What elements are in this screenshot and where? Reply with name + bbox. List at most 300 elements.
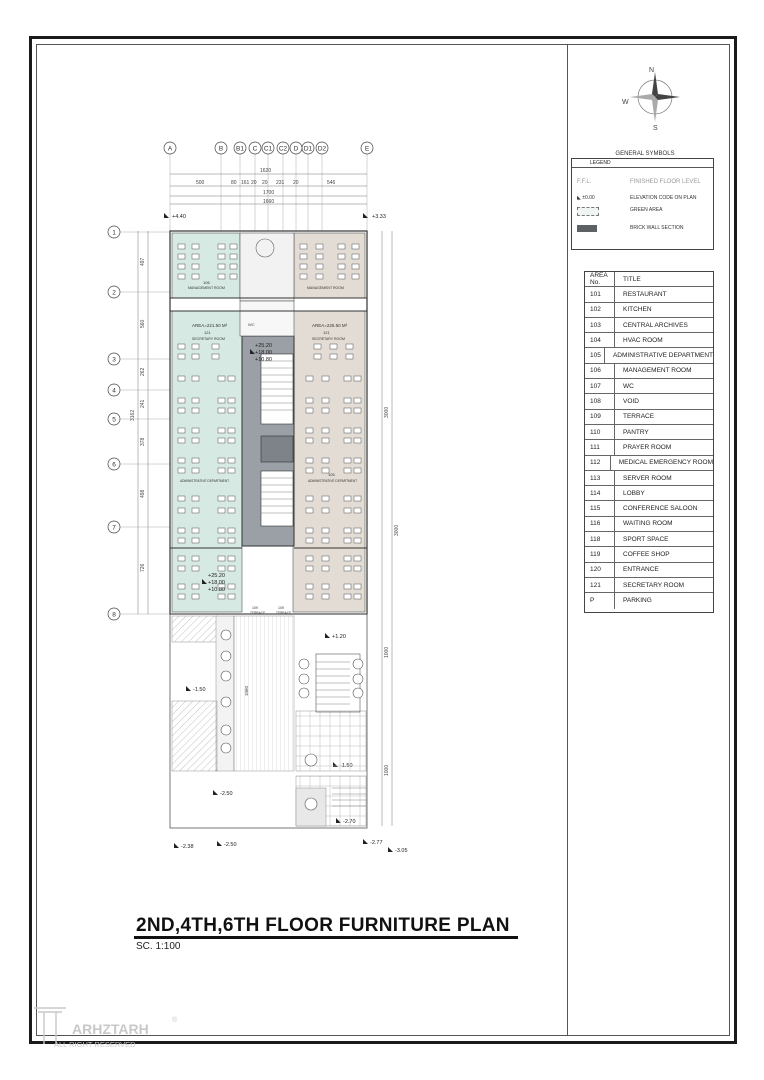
ldim-4: 241 bbox=[140, 399, 146, 408]
area-title-cell: WAITING ROOM bbox=[623, 520, 673, 528]
desk-chair bbox=[192, 354, 199, 359]
area-no-cell: 101 bbox=[585, 287, 615, 301]
desk-chair bbox=[344, 398, 351, 403]
compass-n-label: N bbox=[649, 67, 655, 74]
desk-chair bbox=[192, 584, 199, 589]
desk-chair bbox=[354, 556, 361, 561]
area-no-cell: 102 bbox=[585, 303, 615, 317]
desk-chair bbox=[346, 344, 353, 349]
desk-chair bbox=[192, 254, 199, 259]
desk-chair bbox=[218, 428, 225, 433]
desk-chair bbox=[228, 538, 235, 543]
desk-chair bbox=[338, 244, 345, 249]
level-stair-b: +18.00 bbox=[255, 350, 272, 356]
area-no-cell: 115 bbox=[585, 501, 615, 515]
ldim-2: 560 bbox=[140, 319, 146, 328]
desk-chair bbox=[218, 244, 225, 249]
grid-label-col: D bbox=[293, 145, 299, 153]
area-table-row bbox=[585, 333, 713, 348]
desk-chair bbox=[228, 398, 235, 403]
desk-chair bbox=[212, 354, 219, 359]
area-table-row bbox=[585, 410, 713, 425]
desk-chair bbox=[192, 398, 199, 403]
area-title-cell: SPORT SPACE bbox=[623, 535, 669, 543]
desk-chair bbox=[178, 584, 185, 589]
desk-chair bbox=[192, 244, 199, 249]
desk-chair bbox=[192, 376, 199, 381]
elevation-code-label: ELEVATION CODE ON PLAN bbox=[630, 195, 697, 201]
desk-chair bbox=[192, 566, 199, 571]
grid-label-col: E bbox=[364, 145, 370, 153]
desk-chair bbox=[322, 594, 329, 599]
desk-chair bbox=[178, 508, 185, 513]
desk-chair bbox=[218, 408, 225, 413]
desk-chair bbox=[306, 508, 313, 513]
desk-chair bbox=[306, 428, 313, 433]
desk-chair bbox=[306, 468, 313, 473]
grid-label-col: C1 bbox=[263, 145, 273, 153]
area-table-row bbox=[585, 303, 713, 318]
area-no-cell: 119 bbox=[585, 547, 615, 561]
desk-chair bbox=[230, 244, 237, 249]
area-title-cell: RESTAURANT bbox=[623, 290, 667, 298]
desk-chair bbox=[306, 584, 313, 589]
desk-chair bbox=[354, 376, 361, 381]
desk-chair bbox=[218, 556, 225, 561]
brick-wall-label: BRICK WALL SECTION bbox=[630, 225, 684, 231]
area-title-cell: KITCHEN bbox=[623, 306, 652, 314]
north-arrow-compass bbox=[620, 62, 690, 132]
level-top-left: +4.40 bbox=[172, 214, 186, 220]
level-terrace-b: +18.00 bbox=[208, 580, 225, 586]
green-area-swatch bbox=[577, 207, 599, 216]
level-stair-c: +10.80 bbox=[255, 357, 272, 363]
brand-registered: ® bbox=[172, 1017, 178, 1024]
dim-d-d1: 20 bbox=[293, 180, 299, 186]
desk-chair bbox=[178, 354, 185, 359]
desk-chair bbox=[178, 538, 185, 543]
ldim-5: 378 bbox=[140, 437, 146, 446]
grid-label-row: 2 bbox=[112, 289, 116, 297]
desk-chair bbox=[322, 438, 329, 443]
ldim-6: 498 bbox=[140, 489, 146, 498]
desk-chair bbox=[192, 556, 199, 561]
dim-third: 1660 bbox=[263, 199, 275, 205]
grid-label-col: C bbox=[252, 145, 258, 153]
area-title-cell: PRAYER ROOM bbox=[623, 443, 672, 451]
desk-chair bbox=[344, 408, 351, 413]
desk-chair bbox=[178, 468, 185, 473]
desk-chair bbox=[344, 538, 351, 543]
title-block-divider bbox=[567, 44, 568, 1036]
area-title-header: TITLE bbox=[623, 275, 641, 283]
level-top-right: +3.33 bbox=[372, 214, 386, 220]
drawing-title: 2ND,4TH,6TH FLOOR FURNITURE PLAN bbox=[136, 915, 510, 936]
desk-chair bbox=[228, 584, 235, 589]
desk-chair bbox=[218, 274, 225, 279]
desk-chair bbox=[352, 244, 359, 249]
grid-label-row: 6 bbox=[112, 461, 116, 469]
grid-label-col: C2 bbox=[278, 145, 288, 153]
compass-w-label: W bbox=[622, 99, 629, 106]
desk-chair bbox=[178, 438, 185, 443]
label-terrace-left: TERRACE bbox=[250, 611, 266, 615]
desk-chair bbox=[218, 594, 225, 599]
desk-chair bbox=[330, 354, 337, 359]
desk-chair bbox=[354, 594, 361, 599]
desk-chair bbox=[228, 594, 235, 599]
floor-plan-drawing bbox=[100, 136, 410, 861]
label-area-right: AREA=225.50 M² bbox=[312, 323, 348, 328]
tag-109-left: 109 bbox=[252, 606, 258, 610]
general-symbols-heading: GENERAL SYMBOLS bbox=[615, 151, 675, 157]
desk-chair bbox=[354, 528, 361, 533]
desk-chair bbox=[192, 264, 199, 269]
desk-chair bbox=[192, 458, 199, 463]
desk-chair bbox=[228, 468, 235, 473]
desk-chair bbox=[316, 264, 323, 269]
desk-chair bbox=[344, 496, 351, 501]
level-bottom-1: -2.38 bbox=[181, 844, 194, 850]
area-title-cell: ENTRANCE bbox=[623, 566, 659, 574]
desk-chair bbox=[192, 508, 199, 513]
area-no-cell: 106 bbox=[585, 364, 615, 378]
desk-chair bbox=[218, 538, 225, 543]
elevation-code-symbol: ±0.00 bbox=[582, 195, 595, 201]
desk-chair bbox=[316, 274, 323, 279]
area-table-row bbox=[585, 379, 713, 394]
desk-chair bbox=[344, 376, 351, 381]
dim-d2-e: 546 bbox=[327, 180, 336, 186]
area-no-cell: 113 bbox=[585, 471, 615, 485]
brand-tagline: ALL RIGHT RESERVED bbox=[54, 1040, 136, 1049]
desk-chair bbox=[228, 496, 235, 501]
area-no-cell: 105 bbox=[585, 348, 605, 362]
area-table-row bbox=[585, 547, 713, 562]
area-title-cell: CENTRAL ARCHIVES bbox=[623, 321, 688, 329]
dim-b1-c: 161 bbox=[241, 180, 250, 186]
desk-chair bbox=[354, 584, 361, 589]
ldim-1: 497 bbox=[140, 257, 146, 266]
column-grid bbox=[164, 142, 373, 231]
desk-chair bbox=[322, 408, 329, 413]
desk-chair bbox=[330, 344, 337, 349]
desk-chair bbox=[354, 438, 361, 443]
label-secretary-right: SECRETARY ROOM bbox=[312, 337, 345, 341]
grid-label-col: B bbox=[218, 145, 224, 153]
desk-chair bbox=[192, 528, 199, 533]
desk-chair bbox=[322, 398, 329, 403]
desk-chair bbox=[218, 254, 225, 259]
desk-chair bbox=[306, 496, 313, 501]
area-table-row bbox=[585, 287, 713, 302]
area-title-cell: PANTRY bbox=[623, 428, 649, 436]
area-table-row bbox=[585, 532, 713, 547]
desk-chair bbox=[344, 528, 351, 533]
desk-chair bbox=[344, 508, 351, 513]
desk-chair bbox=[344, 556, 351, 561]
area-no-cell: 111 bbox=[585, 440, 615, 454]
grid-label-row: 4 bbox=[112, 387, 116, 395]
area-title-cell: CONFERENCE SALOON bbox=[623, 505, 698, 513]
area-schedule-table bbox=[584, 271, 714, 613]
desk-chair bbox=[314, 344, 321, 349]
label-management-right: MANAGEMENT ROOM bbox=[307, 286, 344, 290]
rdim-3: 1000 bbox=[384, 646, 390, 658]
label-management-left: MANAGEMENT ROOM bbox=[188, 286, 225, 290]
desk-chair bbox=[344, 438, 351, 443]
desk-chair bbox=[344, 458, 351, 463]
title-underline bbox=[134, 936, 518, 939]
area-no-cell: 107 bbox=[585, 379, 615, 393]
area-title-cell: PARKING bbox=[623, 597, 652, 605]
ramp-length: 1060 bbox=[244, 685, 249, 696]
courtyard-area bbox=[170, 614, 367, 828]
desk-chair bbox=[322, 538, 329, 543]
desk-chair bbox=[354, 566, 361, 571]
level-yard-left: -1.50 bbox=[193, 687, 206, 693]
brand-logo-mark bbox=[32, 1002, 182, 1050]
grid-label-row: 1 bbox=[112, 229, 116, 237]
desk-chair bbox=[178, 428, 185, 433]
desk-chair bbox=[322, 528, 329, 533]
area-no-cell: 120 bbox=[585, 563, 615, 577]
area-table-row bbox=[585, 425, 713, 440]
dim-c-c1: 20 bbox=[251, 180, 257, 186]
desk-chair bbox=[228, 458, 235, 463]
dim-a-b: 500 bbox=[196, 180, 205, 186]
desk-chair bbox=[218, 458, 225, 463]
grid-label-col: D1 bbox=[303, 145, 313, 153]
service-core-top bbox=[240, 233, 294, 301]
desk-chair bbox=[192, 274, 199, 279]
desk-chair bbox=[192, 538, 199, 543]
desk-chair bbox=[178, 566, 185, 571]
desk-chair bbox=[352, 274, 359, 279]
area-table-row bbox=[585, 486, 713, 501]
wc-block bbox=[240, 301, 294, 336]
brand-name: ARHZTARH bbox=[72, 1021, 149, 1037]
tag-121-left: 121 bbox=[204, 330, 211, 335]
level-yard-low: -2.50 bbox=[220, 791, 233, 797]
desk-chair bbox=[306, 376, 313, 381]
elevation-code-icon: ◣ ±0.00 bbox=[577, 195, 595, 201]
dim-second: 1700 bbox=[263, 190, 275, 196]
rdim-4: 1000 bbox=[384, 764, 390, 776]
elevator-shaft bbox=[261, 436, 293, 462]
row-grid bbox=[108, 226, 170, 620]
grid-label-row: 8 bbox=[112, 611, 116, 619]
area-title-cell: LOBBY bbox=[623, 489, 645, 497]
level-bottom-3: -2.77 bbox=[370, 840, 383, 846]
level-bottom-2: -2.50 bbox=[224, 842, 237, 848]
area-title-cell: HVAC ROOM bbox=[623, 336, 663, 344]
grid-label-row: 7 bbox=[112, 524, 116, 532]
desk-chair bbox=[178, 458, 185, 463]
area-title-cell: VOID bbox=[623, 398, 639, 406]
level-terrace-c: +10.80 bbox=[208, 587, 225, 593]
stair-flight-lower bbox=[261, 471, 293, 526]
desk-chair bbox=[228, 428, 235, 433]
area-title-cell: TERRACE bbox=[623, 413, 655, 421]
desk-chair bbox=[228, 508, 235, 513]
desk-chair bbox=[354, 468, 361, 473]
area-table-row bbox=[585, 578, 713, 593]
area-title-cell: SERVER ROOM bbox=[623, 474, 672, 482]
level-entry: +1.20 bbox=[332, 634, 346, 640]
area-table-row bbox=[585, 593, 713, 608]
desk-chair bbox=[316, 254, 323, 259]
desk-chair bbox=[228, 376, 235, 381]
desk-chair bbox=[314, 354, 321, 359]
desk-chair bbox=[306, 538, 313, 543]
area-table-row bbox=[585, 456, 713, 471]
desk-chair bbox=[300, 244, 307, 249]
desk-chair bbox=[344, 594, 351, 599]
desk-chair bbox=[322, 458, 329, 463]
desk-chair bbox=[306, 528, 313, 533]
desk-chair bbox=[218, 468, 225, 473]
desk-chair bbox=[300, 254, 307, 259]
desk-chair bbox=[192, 496, 199, 501]
area-no-cell: 109 bbox=[585, 410, 615, 424]
grid-label-row: 5 bbox=[112, 416, 116, 424]
grid-label-col: D2 bbox=[317, 145, 327, 153]
area-no-cell: 110 bbox=[585, 425, 615, 439]
label-admin-right: ADMINISTRATIVE DEPARTMENT bbox=[308, 479, 358, 483]
desk-chair bbox=[306, 408, 313, 413]
desk-chair bbox=[322, 566, 329, 571]
level-bottom-4: -3.05 bbox=[395, 848, 408, 854]
desk-chair bbox=[192, 468, 199, 473]
label-admin-left: ADMINISTRATIVE DEPARTMENT bbox=[180, 479, 230, 483]
dim-b-b1: 80 bbox=[231, 180, 237, 186]
desk-chair bbox=[192, 438, 199, 443]
ffl-symbol: F.F.L. bbox=[577, 179, 592, 185]
compass-s-label: S bbox=[653, 125, 658, 132]
area-title-cell: WC bbox=[623, 382, 634, 390]
area-table-row bbox=[585, 517, 713, 532]
brick-wall-swatch bbox=[577, 225, 597, 232]
desk-chair bbox=[218, 508, 225, 513]
area-table-header bbox=[585, 272, 713, 287]
desk-chair bbox=[178, 264, 185, 269]
desk-chair bbox=[306, 566, 313, 571]
desk-chair bbox=[178, 244, 185, 249]
area-table-row bbox=[585, 348, 713, 363]
desk-chair bbox=[178, 254, 185, 259]
desk-chair bbox=[354, 398, 361, 403]
desk-chair bbox=[178, 594, 185, 599]
desk-chair bbox=[344, 584, 351, 589]
tag-106: 106 bbox=[203, 280, 210, 285]
desk-chair bbox=[178, 398, 185, 403]
desk-chair bbox=[230, 264, 237, 269]
desk-chair bbox=[218, 528, 225, 533]
desk-chair bbox=[344, 566, 351, 571]
desk-chair bbox=[354, 508, 361, 513]
desk-chair bbox=[218, 398, 225, 403]
area-table-row bbox=[585, 318, 713, 333]
area-no-cell: 116 bbox=[585, 517, 615, 531]
desk-chair bbox=[192, 428, 199, 433]
desk-chair bbox=[322, 496, 329, 501]
rdim-1: 3000 bbox=[384, 406, 390, 418]
drawing-scale: SC. 1:100 bbox=[136, 941, 181, 952]
area-title-cell: ADMINISTRATIVE DEPARTMENT bbox=[612, 352, 713, 360]
area-table-row bbox=[585, 394, 713, 409]
desk-chair bbox=[228, 438, 235, 443]
tag-121-right: 121 bbox=[323, 330, 330, 335]
desk-chair bbox=[218, 438, 225, 443]
desk-chair bbox=[306, 458, 313, 463]
desk-chair bbox=[178, 528, 185, 533]
desk-chair bbox=[228, 408, 235, 413]
area-no-header: AREA No. bbox=[585, 272, 615, 286]
level-terrace-a: +25.20 bbox=[208, 573, 225, 579]
area-no-cell: 114 bbox=[585, 486, 615, 500]
desk-chair bbox=[344, 428, 351, 433]
label-area-left: AREA=221.50 M² bbox=[192, 323, 228, 328]
desk-chair bbox=[192, 594, 199, 599]
desk-chair bbox=[354, 538, 361, 543]
grid-label-row: 3 bbox=[112, 356, 116, 364]
desk-chair bbox=[300, 274, 307, 279]
area-no-cell: 104 bbox=[585, 333, 615, 347]
tag-105-right: 105 bbox=[328, 472, 335, 477]
desk-chair bbox=[212, 344, 219, 349]
desk-chair bbox=[228, 528, 235, 533]
desk-chair bbox=[352, 264, 359, 269]
desk-chair bbox=[354, 408, 361, 413]
area-table-row bbox=[585, 563, 713, 578]
desk-chair bbox=[218, 376, 225, 381]
area-title-cell: COFFEE SHOP bbox=[623, 550, 670, 558]
ldim-3: 262 bbox=[140, 367, 146, 376]
desk-chair bbox=[316, 244, 323, 249]
desk-chair bbox=[352, 254, 359, 259]
desk-chair bbox=[354, 458, 361, 463]
dim-c2-d: 231 bbox=[276, 180, 285, 186]
desk-chair bbox=[322, 508, 329, 513]
desk-chair bbox=[178, 274, 185, 279]
area-no-cell: 121 bbox=[585, 578, 615, 592]
grid-label-col: B1 bbox=[236, 145, 244, 153]
label-secretary-left: SECRETARY ROOM bbox=[192, 337, 225, 341]
ldim-7: 726 bbox=[140, 563, 146, 572]
area-table-row bbox=[585, 364, 713, 379]
desk-chair bbox=[322, 376, 329, 381]
desk-chair bbox=[228, 566, 235, 571]
desk-chair bbox=[178, 376, 185, 381]
desk-chair bbox=[306, 594, 313, 599]
desk-chair bbox=[322, 584, 329, 589]
tag-109-right: 109 bbox=[278, 606, 284, 610]
area-title-cell: MEDICAL EMERGENCY ROOM bbox=[618, 459, 713, 467]
desk-chair bbox=[338, 274, 345, 279]
desk-chair bbox=[322, 428, 329, 433]
desk-chair bbox=[306, 438, 313, 443]
area-title-cell: SECRETARY ROOM bbox=[623, 581, 685, 589]
legend-header: LEGEND bbox=[572, 159, 713, 168]
desk-chair bbox=[354, 428, 361, 433]
dim-overall: 1620 bbox=[260, 168, 272, 174]
area-no-cell: 112 bbox=[585, 456, 611, 470]
dim-c1-c2: 20 bbox=[262, 180, 268, 186]
area-table-row bbox=[585, 440, 713, 455]
desk-chair bbox=[346, 354, 353, 359]
desk-chair bbox=[192, 344, 199, 349]
